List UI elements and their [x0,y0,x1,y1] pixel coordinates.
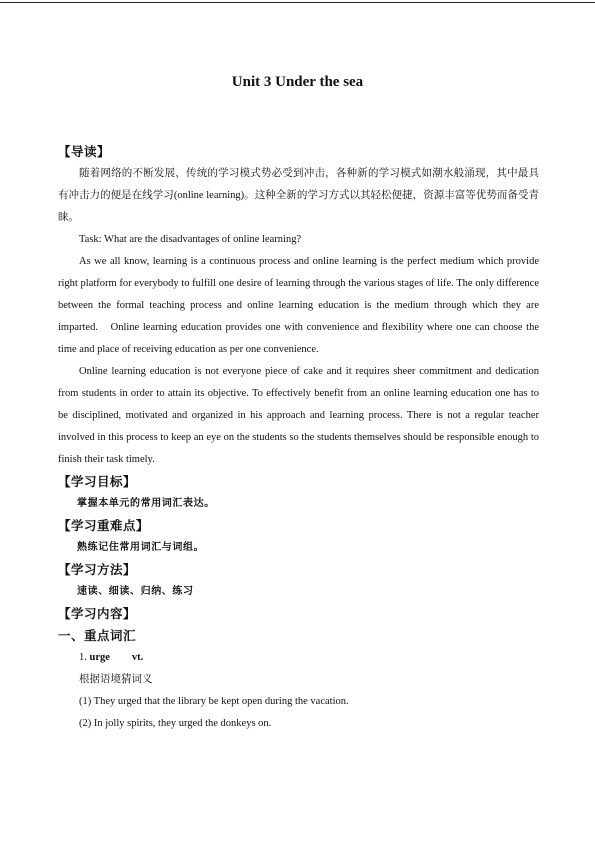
heading-learning-content: 【学习内容】 [58,606,137,621]
section-vocabulary-heading: 一、重点词汇 [58,628,137,643]
key-points-text: 熟练记住常用词汇与词组。 [77,542,205,553]
document-body [58,141,539,735]
heading-daodu: 【导读】 [58,144,111,159]
header-rule [0,2,595,3]
vocab-example-1: (1) They urged that the library be kept open during the vacation. [79,696,349,707]
reading-paragraph-2: Online learning education is not everyone piece of cake and it requires sheer commitment and dedication from students in order to attain its objective. To effectively benefit from an online learning education one has to be disciplined, motivated and organized in his approach and learning process. There is not a regular teacher involved in this process to keep an eye on the students so the students themselves should be responsible enough to finish their task timely. [58,366,539,465]
reading-paragraph-1: As we all know, learning is a continuous process and online learning is the perfect medium which provide right platform for everybody to fulfill one desire of learning through the various stages of life. The only difference between the formal teaching process and online learning education is the medium through which they are imparted. Online learning education provides one with convenience and flexibility where one can choose the time and place of receiving education as per one convenience. [58,256,539,355]
learning-methods-text: 速读、细读、归纳、练习 [77,586,194,597]
task-line: Task: What are the disadvantages of online learning? [79,234,302,245]
heading-learning-goals: 【学习目标】 [58,474,137,489]
page-title: Unit 3 Under the sea [231,74,364,90]
vocab-item-urge [58,647,539,669]
vocab-number: 1. [79,652,90,663]
heading-key-points: 【学习重难点】 [58,518,150,533]
heading-learning-methods: 【学习方法】 [58,562,137,577]
vocab-word: urge [89,652,110,663]
learning-goals-text: 掌握本单元的常用词汇表达。 [77,498,215,509]
vocab-part-of-speech: vt. [131,652,144,663]
vocab-example-2: (2) In jolly spirits, they urged the donkeys on. [79,718,272,729]
vocab-instruction: 根据语境猜词义 [79,674,153,685]
daodu-paragraph: 随着网络的不断发展，传统的学习模式势必受到冲击，各种新的学习模式如潮水般涌现，其中最具有冲击力的便是在线学习(online learning)。这种全新的学习方式以其轻松便捷，资源丰富等优势而备受青睐。 [58,168,539,223]
